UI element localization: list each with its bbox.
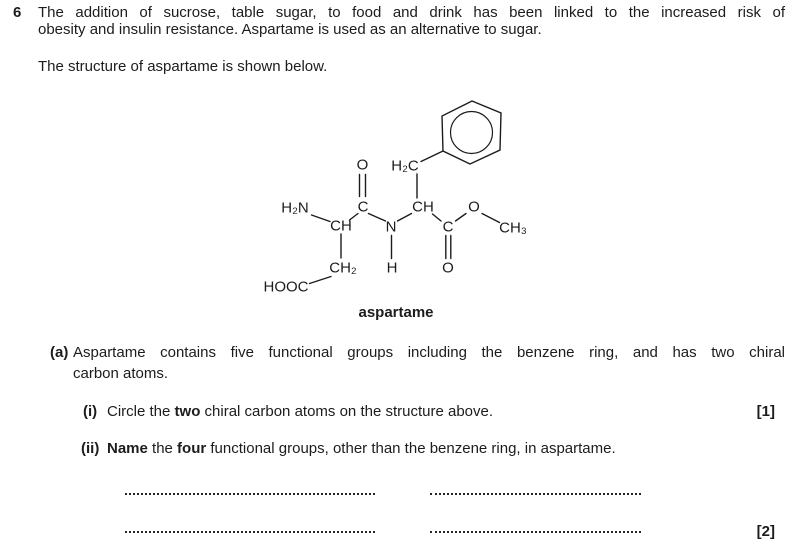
- text-segment: Circle the: [107, 403, 175, 420]
- text-segment: four: [177, 440, 207, 457]
- text-segment: the: [147, 440, 178, 457]
- part-a-i-text: [107, 403, 493, 420]
- atom-label-5-o: O: [468, 198, 480, 216]
- intro-line-2: obesity and insulin resistance. Aspartame is used as an alternative to sugar.: [38, 21, 542, 38]
- atom-label-11-h: H: [386, 259, 398, 277]
- intro-line-1: The addition of sucrose, table sugar, to food and drink has been linked to the increased risk of: [38, 4, 785, 21]
- structure-caption: aspartame: [358, 304, 434, 321]
- structure-intro-text: The structure of aspartame is shown below.: [38, 58, 328, 75]
- answer-line-2: [430, 493, 641, 495]
- text-segment: two: [174, 403, 201, 420]
- benzene-ring: [442, 101, 501, 164]
- text-segment: Name: [107, 440, 148, 457]
- part-a-line-1: Aspartame contains five functional groups including the benzene ring, and has two chiral: [73, 344, 785, 361]
- part-a-i-label: (i): [83, 403, 98, 420]
- part-a-ii-marks: [2]: [756, 523, 775, 540]
- text-segment: chiral carbon atoms on the structure above.: [200, 403, 494, 420]
- answer-line-1: [125, 493, 375, 495]
- atom-label-8-c: C: [442, 218, 454, 236]
- atom-label-3-c: C: [357, 198, 369, 216]
- atom-label-13-hooc: HOOC: [263, 278, 309, 296]
- ester-carbonyl-double-bond: [446, 236, 451, 259]
- atom-label-12-o: O: [442, 259, 454, 277]
- atom-label-9-ch: CH₃: [499, 219, 527, 237]
- part-a-ii-label: (ii): [81, 440, 100, 457]
- part-a-paragraph: [73, 342, 785, 384]
- answer-line-4: [430, 531, 641, 533]
- part-a-ii-text: [107, 440, 616, 457]
- atom-label-1-hc: H₂C: [391, 157, 419, 174]
- atom-label-6-ch: CH: [330, 217, 352, 235]
- atom-label-7-n: N: [385, 218, 397, 236]
- atom-label-0-o: O: [356, 156, 369, 174]
- question-intro-paragraph: [38, 4, 785, 38]
- amide-carbonyl-double-bond: [360, 175, 366, 197]
- part-a-line-2: carbon atoms.: [73, 365, 169, 382]
- atom-label-2-hn: H₂N: [281, 199, 309, 217]
- question-number: 6: [13, 4, 22, 21]
- text-segment: functional groups, other than the benzene ring, in aspartame.: [206, 440, 616, 457]
- part-a-i-marks: [1]: [756, 403, 775, 420]
- atom-label-4-ch: CH: [412, 198, 434, 216]
- part-a-label: (a): [50, 344, 69, 361]
- answer-line-3: [125, 531, 375, 533]
- atom-label-10-ch: CH₂: [329, 259, 357, 277]
